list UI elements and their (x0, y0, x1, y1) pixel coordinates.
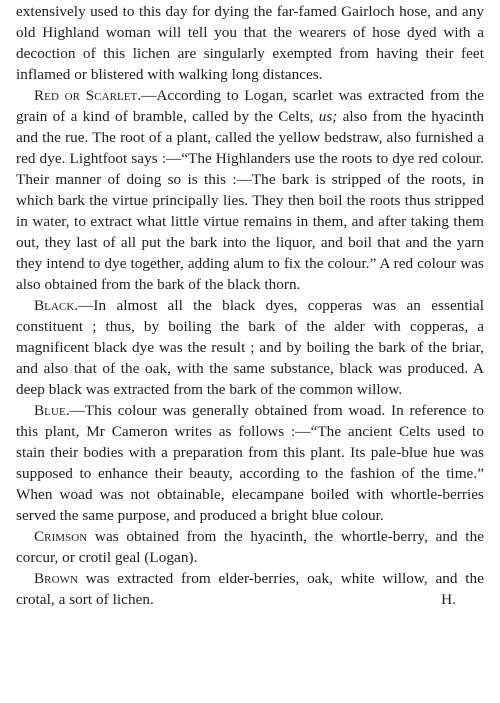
heading-blue: Blue. (34, 402, 70, 419)
paragraph-blue (16, 400, 484, 526)
paragraph-black (16, 295, 484, 400)
blue-text: —This colour was generally obtained from woad. In reference to this plant, Mr Cameron writes as follows :—“The ancient Celts used to stain their bodies with a preparation from this plant. Its pale-blue hue was supposed to enhance their beauty, according to the fashion of the time.” When woad was not obtainable, elecampane boiled with whortle-berries served the same purpose, and produced a bright blue colour. (16, 402, 484, 524)
brown-text: was extracted from elder-berries, oak, white willow, and the crotal, a sort of lichen. (16, 570, 484, 608)
heading-brown: Brown (34, 570, 78, 587)
red-text-part-1: —According to Logan, scarlet was extracted from the grain of a kind of bramble, called by the Celts, (16, 87, 484, 125)
heading-crimson: Crimson (34, 528, 88, 545)
red-text-part-2: also from the hyacinth and the rue. The root of a plant, called the yellow bedstraw, also furnished a red dye. Lightfoot says :—“The Highlanders use the roots to dye red colour. Their manner of doing so is this :—The bark is stripped of the roots, in which bark the virtue principally lies. They then boil the roots thus stripped in water, to extract what little virtue remains in them, and after taking them out, they last of all put the bark into the liquor, and boil that and the yarn they intend to dye together, adding alum to fix the colour.” A red colour was also obtained from the bark of the black thorn. (16, 108, 484, 293)
paragraph-lichen-continuation: extensively used to this day for dying the far-famed Gairloch hose, and any old Highland woman will tell you that the wearers of hose dyed with a decoction of this lichen are singularly exempted from having their feet inflamed or blistered with walking long distances. (16, 3, 484, 83)
heading-red-or-scarlet: Red or Scarlet. (34, 87, 142, 104)
celtic-word-us: us; (318, 108, 338, 125)
black-text: —In almost all the black dyes, copperas was an essential constituent ; thus, by boiling the bark of the alder with copperas, a magnificent black dye was the result ; and by boiling the bark of the briar, and also that of the oak, with the same substance, black was produced. A deep black was extracted from the bark of the common willow. (16, 297, 484, 398)
author-initial-signature: H. (441, 591, 456, 608)
paragraph-brown (16, 568, 484, 610)
heading-black: Black. (34, 297, 79, 314)
document-page (16, 1, 484, 610)
paragraph-red-or-scarlet (16, 85, 484, 295)
paragraph-crimson (16, 526, 484, 568)
crimson-text: was obtained from the hyacinth, the whortle-berry, and the corcur, or crotil geal (Logan). (16, 528, 484, 566)
